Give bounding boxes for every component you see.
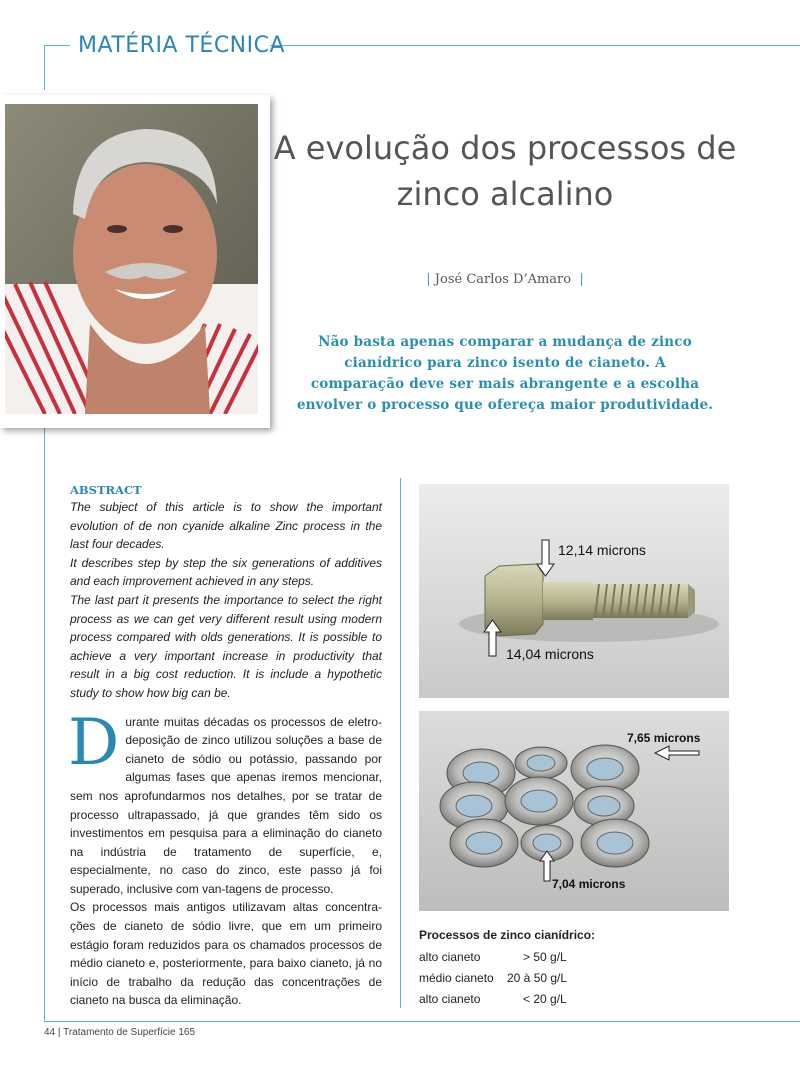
table-row-value: 20 à 50 g/L <box>507 971 568 985</box>
body-paragraph-1 <box>68 705 382 899</box>
article-title <box>270 125 740 217</box>
left-column <box>70 482 382 1010</box>
author-portrait <box>5 104 258 414</box>
cyanide-table-heading: Processos de zinco cianídrico: <box>419 928 596 942</box>
bolt-photo <box>419 484 729 698</box>
abstract-paragraph-1: The subject of this article is to show the important evolution of de non cyanide alkaline Zinc process in the last four decades. <box>70 500 382 552</box>
abstract-paragraph-2: It describes step by step the six generations of additives and each improvement achieved in any steps. <box>70 555 382 589</box>
article-title-line2: zinco alcalino <box>396 175 614 213</box>
byline-bar-left: | <box>426 272 431 287</box>
bolt-label-bottom: 14,04 microns <box>506 646 594 662</box>
author-byline <box>300 272 710 287</box>
table-row <box>419 950 619 968</box>
table-row-name: alto cianeto <box>419 992 481 1006</box>
page-footer: 44 | Tratamento de Superfície 165 <box>44 1027 196 1038</box>
table-row-name: alto cianeto <box>419 950 481 964</box>
abstract-heading: ABSTRACT <box>70 483 142 497</box>
column-divider <box>400 478 401 1008</box>
table-row-value: > 50 g/L <box>523 950 567 964</box>
author-name: José Carlos D’Amaro <box>434 272 572 287</box>
byline-bar-right: | <box>575 272 584 287</box>
abstract-paragraph-3: The last part it presents the importance to select the right process as we can get very different result using modern process compared with olds generations. It is possible to achieve a very important increase in productivity that result in a big cost reduction. It is include a hypothetic study to show how big can be. <box>70 592 382 700</box>
table-row-value: < 20 g/L <box>523 992 567 1006</box>
table-row-name: médio cianeto <box>419 971 494 985</box>
header-rule-left <box>44 45 70 46</box>
footer-rule <box>44 1021 800 1022</box>
bolt-label-top: 12,14 microns <box>558 542 646 558</box>
footer-rule-vertical <box>44 478 45 1021</box>
section-title: MATÉRIA TÉCNICA <box>78 33 286 58</box>
drop-cap: D <box>68 705 120 780</box>
left-margin-rule <box>44 428 45 478</box>
washers-label-top: 7,65 microns <box>627 731 701 745</box>
author-portrait-frame <box>0 95 270 428</box>
article-title-line1: A evolução dos processos de <box>273 129 737 167</box>
table-row <box>419 971 619 989</box>
body-paragraph-1-text: urante muitas décadas os processos de eletro-deposição de zinco utilizou soluções a base de cianeto de sódio ou potássio, passando por algumas fases que apenas iremos mencionar, sem nos aprofundarmos nos detalhes, por se tratar de processo ultrapassado, já que grandes têm sido os investimentos em pesquisa para a eliminação do cianeto na indústria de tratamento de superfície, e, especialmente, no caso do zinco, este passo já foi superado, inclusive com van-tagens de processo. <box>70 714 382 896</box>
header-rule-vertical <box>44 45 45 90</box>
table-row <box>419 992 619 1010</box>
header-rule-right <box>270 45 800 46</box>
body-paragraph-2: Os processos mais antigos utilizavam altas concentra-ções de cianeto de sódio livre, que em um primeiro estágio foram reduzidos para os chamados processos de médio cianeto e, posteriormente, para baixo cianeto, já no início de trabalho da redução das concentrações de cianeto na busca da eliminação. <box>70 900 382 1008</box>
lead-paragraph: Não basta apenas comparar a mudança de zinco cianídrico para zinco isento de cianeto. A comparação deve ser mais abrangente e a escolha envolver o processo que ofereça maior produtividade. <box>296 334 714 413</box>
washers-label-bottom: 7,04 microns <box>552 877 626 891</box>
